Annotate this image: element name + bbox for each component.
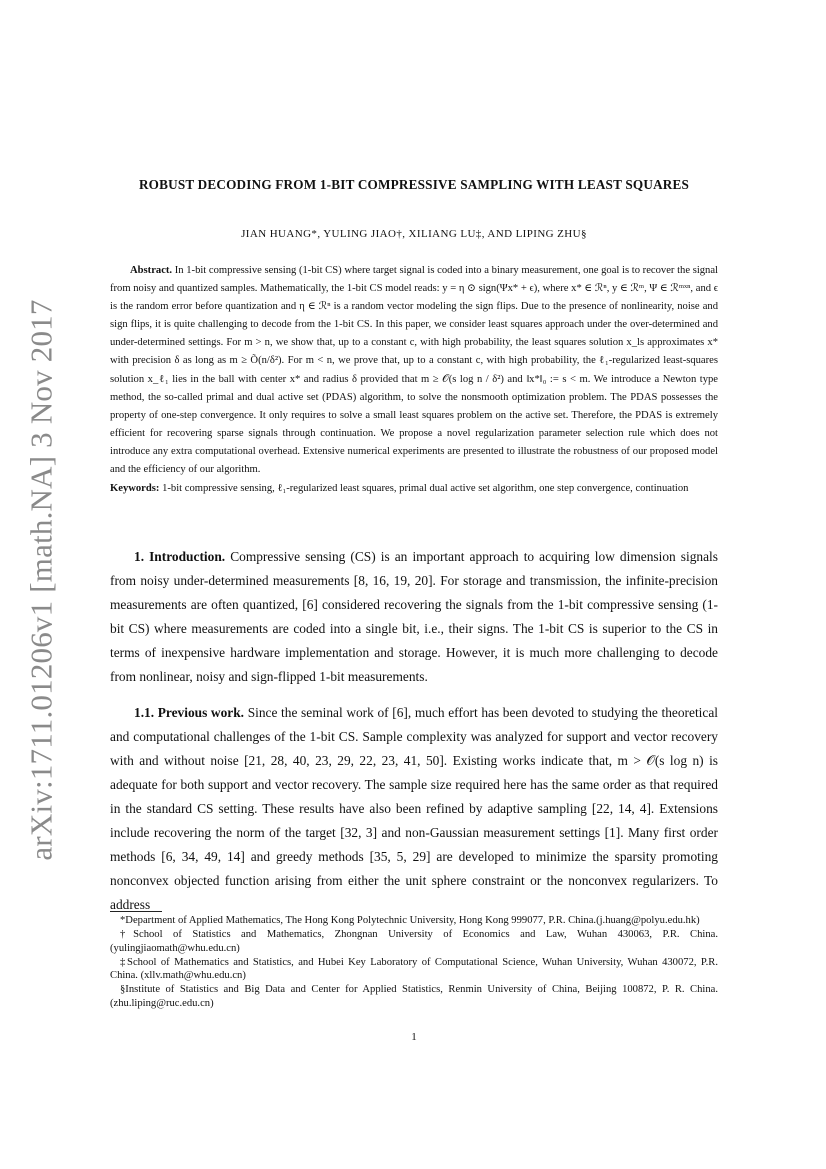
footnotes — [110, 914, 718, 1011]
footnote: §Institute of Statistics and Big Data and Center for Applied Statistics, Renmin University of China, Beijing 100872, P. R. China. (zhu.liping@ruc.edu.cn) — [110, 984, 718, 1009]
introduction-text: Compressive sensing (CS) is an important approach to acquiring low dimension signals from noisy under-determined measurements [8, 16, 19, 20]. For storage and transmission, the infinite-precision measurements are often quantized, [6] considered recovering the signals from the 1-bit compressive sensing (1-bit CS) where measurements are coded into a single bit, i.e., their signs. The 1-bit CS is superior to the CS in terms of inexpensive hardware implementation and storage. However, it is much more challenging to decode from nonlinear, noisy and sign-flipped 1-bit measurements. — [110, 549, 718, 685]
section-heading-introduction: 1. Introduction. — [134, 549, 226, 564]
abstract-label: Abstract. — [130, 265, 173, 276]
arxiv-identifier: arXiv:1711.01206v1 [math.NA] 3 Nov 2017 — [24, 299, 60, 861]
paper-title: ROBUST DECODING FROM 1-BIT COMPRESSIVE SAMPLING WITH LEAST SQUARES — [138, 177, 690, 192]
footnote: †School of Statistics and Mathematics, Zhongnan University of Economics and Law, Wuhan 430063, P.R. China. (yulingjiaomath@whu.edu.cn) — [110, 929, 718, 954]
previous-work-paragraph — [110, 701, 718, 918]
section-heading-previous-work: 1.1. Previous work. — [134, 704, 245, 720]
arxiv-stamp — [22, 300, 62, 860]
footnote: ‡School of Mathematics and Statistics, and Hubei Key Laboratory of Computational Science, Wuhan University, Wuhan 430072, P.R. China. (xllv.math@whu.edu.cn) — [110, 956, 718, 981]
abstract-paragraph — [110, 262, 718, 479]
page-number: 1 — [411, 1031, 417, 1043]
abstract-text: In 1-bit compressive sensing (1-bit CS) where target signal is coded into a binary measurement, one goal is to recover the signal from noisy and quantized samples. Mathematically, the 1-bit CS model reads: y = η ⊙ sign(Ψx* + ϵ), where x* ∈ ℛⁿ, y ∈ ℛᵐ, Ψ ∈ ℛᵐˣⁿ, and ϵ is the random error before quantization and η ∈ ℛⁿ is a random vector modeling the sign flips. Due to the presence of nonlinearity, noise and sign flips, it is quite challenging to decode from the 1-bit CS. In this paper, we consider least squares approach under the over-determined and under-determined settings. For m > n, we show that, up to a constant c, with high probability, the least squares solution x_ls approximates x* with precision δ as long as m ≥ Õ(n/δ²). For m < n, we prove that, up to a constant c, with high probability, the ℓ₁-regularized least-squares solution x_ℓ₁ lies in the ball with center x* and radius δ provided that m ≥ 𝒪(s log n / δ²) and ‖x*‖₀ := s < m. We introduce a Newton type method, the so-called primal and dual active set (PDAS) algorithm, to solve the nonsmooth optimization problem. The PDAS possesses the property of one-step convergence. It only requires to solve a small least squares problem on the active set. Therefore, the PDAS is extremely efficient for recovering sparse signals through continuation. We propose a novel regularization parameter selection rule which does not introduce any extra computational overhead. Extensive numerical experiments are presented to illustrate the robustness of our proposed model and the efficiency of our algorithm. — [110, 265, 718, 476]
footnote: *Department of Applied Mathematics, The Hong Kong Polytechnic University, Hong Kong 999077, P.R. China.(j.huang@polyu.edu.hk) — [120, 915, 700, 926]
author-list: JIAN HUANG*, YULING JIAO†, XILIANG LU‡, AND LIPING ZHU§ — [241, 228, 587, 240]
abstract — [110, 262, 718, 496]
keywords-text: 1-bit compressive sensing, ℓ₁-regularized least squares, primal dual active set algorithm, one step convergence, continuation — [162, 483, 689, 495]
introduction-paragraph — [110, 545, 718, 690]
previous-work-text: Since the seminal work of [6], much effort has been devoted to studying the theoretical and computational challenges of the 1-bit CS. Sample complexity was analyzed for support and vector recovery with and without noise [21, 28, 40, 23, 29, 22, 23, 41, 50]. Existing works indicate that, m > 𝒪(s log n) is adequate for both support and vector recovery. The sample size required here has the same order as that required in the standard CS setting. These results have also been refined by adaptive sampling [22, 14, 4]. Extensions include recovering the norm of the target [32, 3] and non-Gaussian measurement settings [1]. Many first order methods [6, 34, 49, 14] and greedy methods [35, 5, 29] are developed to minimize the sparsity promoting nonconvex objected function arising from either the unit sphere constraint or the nonconvex regularizers. To address — [110, 704, 719, 913]
footnote-divider — [110, 911, 162, 912]
body-text — [110, 545, 718, 928]
keywords-label: Keywords: — [110, 483, 160, 495]
keywords — [110, 481, 718, 496]
